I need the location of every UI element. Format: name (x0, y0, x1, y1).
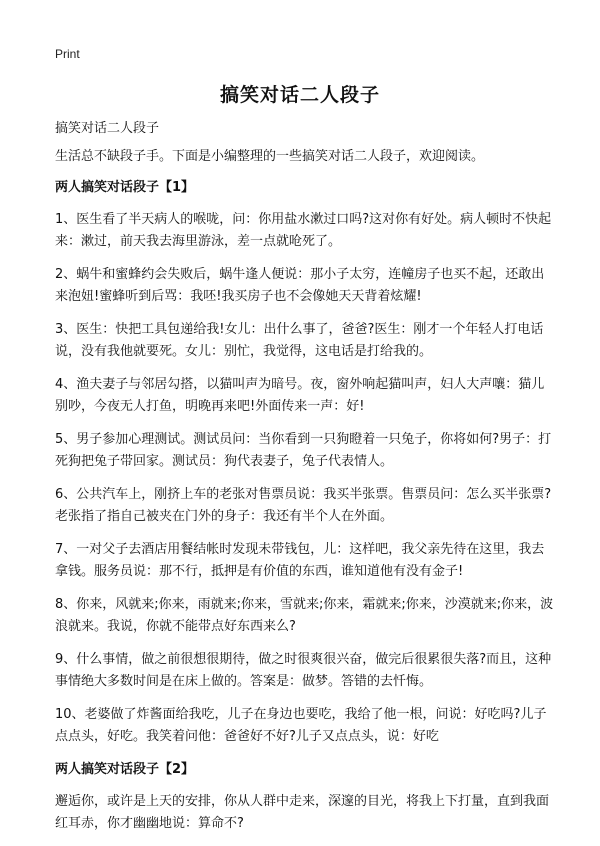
list-item: 9、什么事情，做之前很想很期待，做之时很爽很兴奋，做完后很累很失落?而且，这种事情绝大多数时间是在床上做的。答案是：做梦。答错的去忏悔。 (55, 652, 552, 689)
list-item: 5、男子参加心理测试。测试员问：当你看到一只狗瞪着一只兔子，你将如何?男子：打死狗把兔子带回家。测试员：狗代表妻子，兔子代表情人。 (55, 432, 552, 469)
list-item: 2、蜗牛和蜜蜂约会失败后，蜗牛逢人便说：那小子太穷，连幢房子也买不起，还敢出来泡妞!蜜蜂听到后骂：我呸!我买房子也不会像她天天背着炫耀! (55, 267, 545, 304)
print-link[interactable]: Print (55, 47, 80, 61)
list-item: 1、医生看了半天病人的喉咙，问：你用盐水漱过口吗?这对你有好处。病人顿时不快起来：漱过，前天我去海里游泳，差一点就呛死了。 (55, 212, 552, 249)
list-item: 3、医生：快把工具包递给我!女儿：出什么事了，爸爸?医生：刚才一个年轻人打电话说，没有我他就要死。女儿：别忙，我觉得，这电话是打给我的。 (55, 322, 544, 359)
list-item: 10、老婆做了炸酱面给我吃，儿子在身边也要吃，我给了他一根，问说：好吃吗?儿子点点头，好吃。我笑着问他：爸爸好不好?儿子又点点头，说：好吃 (55, 707, 547, 744)
list-item: 6、公共汽车上，刚挤上车的老张对售票员说：我买半张票。售票员问：怎么买半张票?老张指了指自己被夹在门外的身子：我还有半个人在外面。 (55, 487, 552, 524)
section-heading-1: 两人搞笑对话段子【1】 (55, 180, 195, 195)
document-subtitle: 搞笑对话二人段子 (55, 121, 160, 136)
document-body (55, 118, 557, 846)
document-intro: 生活总不缺段子手。下面是小编整理的一些搞笑对话二人段子，欢迎阅读。 (55, 149, 485, 164)
section-heading-2: 两人搞笑对话段子【2】 (55, 762, 195, 777)
document-title: 搞笑对话二人段子 (219, 84, 380, 106)
list-item: 邂逅你，或许是上天的安排，你从人群中走来，深邃的目光，将我上下打量，直到我面红耳赤，你才幽幽地说：算命不? (55, 794, 550, 831)
list-item: 7、一对父子去酒店用餐结帐时发现未带钱包，儿：这样吧，我父亲先待在这里，我去拿钱。服务员说：那不行，抵押是有价值的东西，谁知道他有没有金子! (55, 542, 545, 579)
list-item: 8、你来，风就来;你来，雨就来;你来，雪就来;你来，霜就来;你来，沙漠就来;你来，波浪就来。我说，你就不能带点好东西来么? (55, 597, 554, 634)
list-item: 4、渔夫妻子与邻居勾搭，以猫叫声为暗号。夜，窗外响起猫叫声，妇人大声嚷：猫儿别吵，今夜无人打鱼，明晚再来吧!外面传来一声：好! (55, 377, 545, 414)
